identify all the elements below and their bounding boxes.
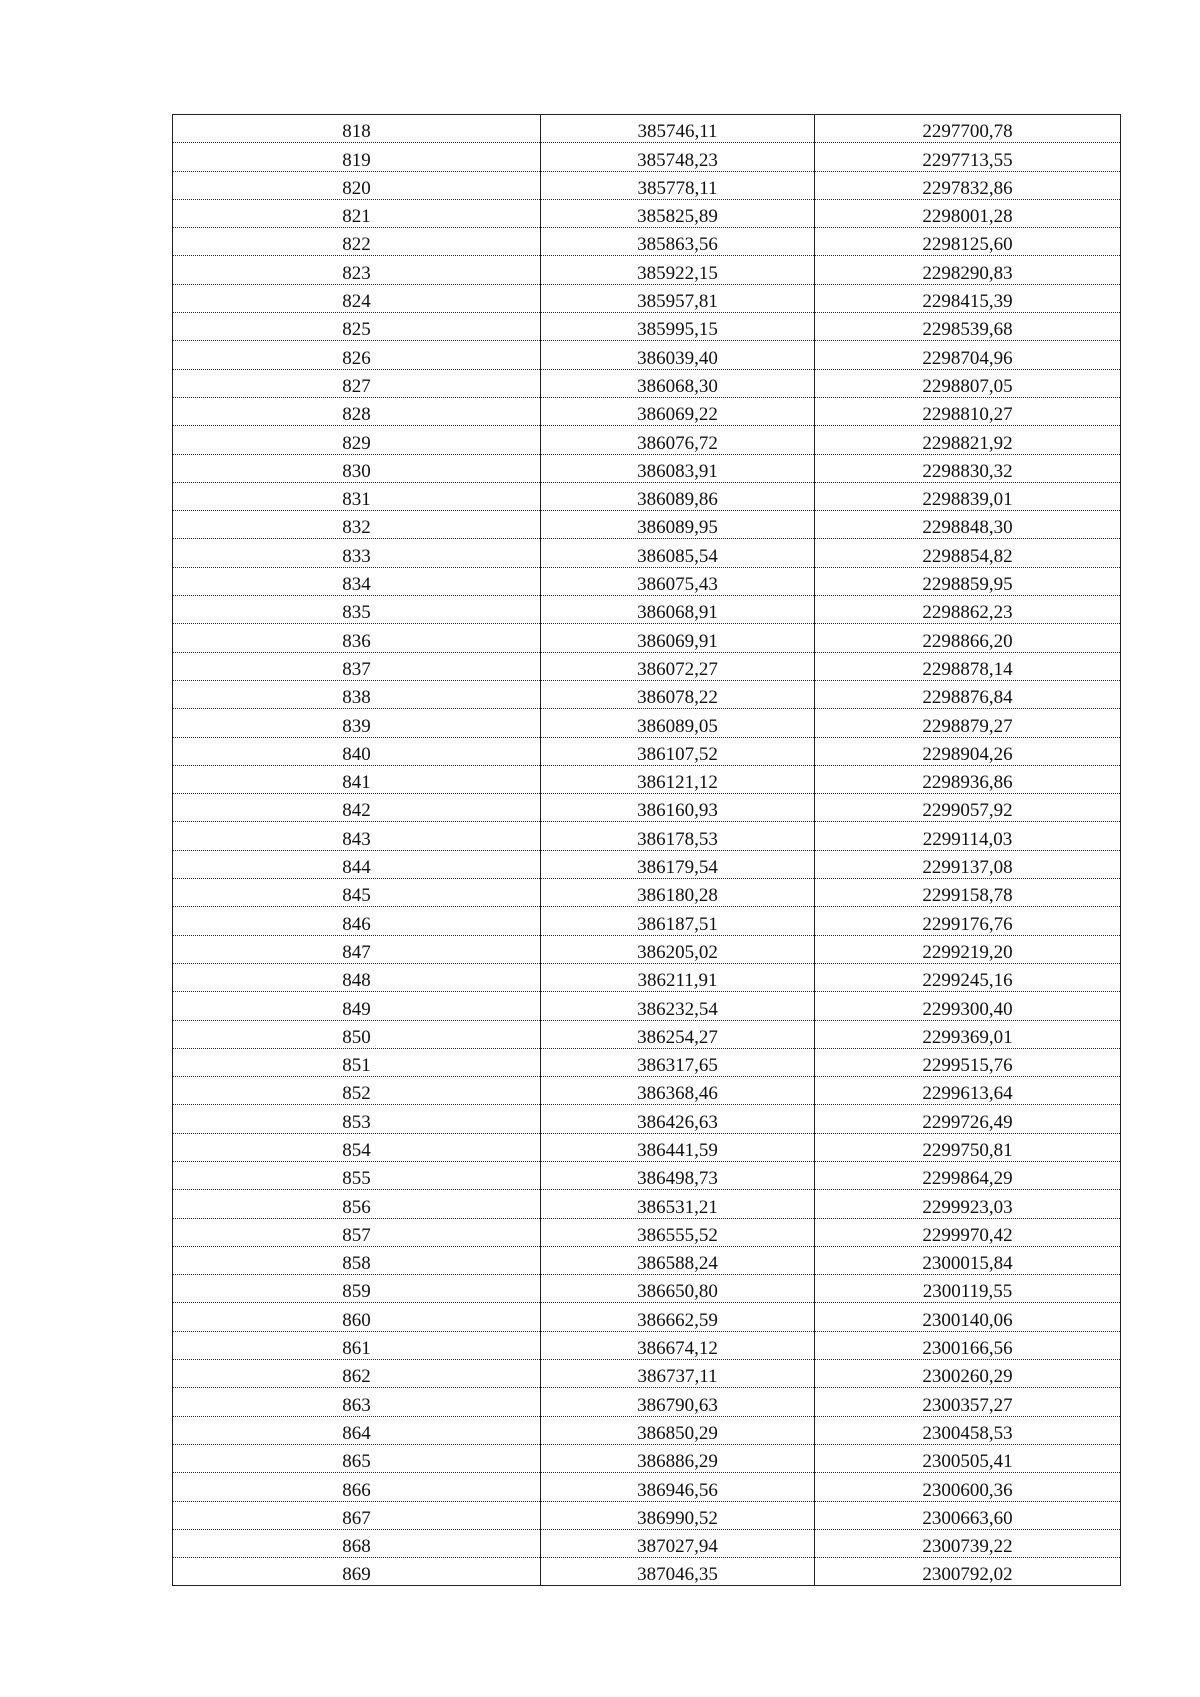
x-coordinate-cell: 386441,59 bbox=[541, 1133, 815, 1161]
point-number-cell: 846 bbox=[173, 907, 541, 935]
point-number-cell: 869 bbox=[173, 1558, 541, 1586]
y-coordinate-cell: 2298879,27 bbox=[815, 709, 1121, 737]
y-coordinate-cell: 2299970,42 bbox=[815, 1218, 1121, 1246]
point-number-cell: 824 bbox=[173, 284, 541, 312]
x-coordinate-cell: 386160,93 bbox=[541, 794, 815, 822]
x-coordinate-cell: 386426,63 bbox=[541, 1105, 815, 1133]
point-number-cell: 868 bbox=[173, 1529, 541, 1557]
point-number-cell: 867 bbox=[173, 1501, 541, 1529]
table-row bbox=[173, 511, 1121, 539]
point-number-cell: 845 bbox=[173, 879, 541, 907]
y-coordinate-cell: 2300357,27 bbox=[815, 1388, 1121, 1416]
x-coordinate-cell: 386178,53 bbox=[541, 822, 815, 850]
point-number-cell: 851 bbox=[173, 1048, 541, 1076]
point-number-cell: 843 bbox=[173, 822, 541, 850]
x-coordinate-cell: 386089,86 bbox=[541, 482, 815, 510]
table-row bbox=[173, 765, 1121, 793]
point-number-cell: 827 bbox=[173, 369, 541, 397]
x-coordinate-cell: 385825,89 bbox=[541, 199, 815, 227]
x-coordinate-cell: 387027,94 bbox=[541, 1529, 815, 1557]
point-number-cell: 837 bbox=[173, 652, 541, 680]
point-number-cell: 842 bbox=[173, 794, 541, 822]
y-coordinate-cell: 2300015,84 bbox=[815, 1246, 1121, 1274]
y-coordinate-cell: 2298862,23 bbox=[815, 596, 1121, 624]
y-coordinate-cell: 2300600,36 bbox=[815, 1473, 1121, 1501]
table-row bbox=[173, 171, 1121, 199]
table-row bbox=[173, 1529, 1121, 1557]
y-coordinate-cell: 2298878,14 bbox=[815, 652, 1121, 680]
y-coordinate-cell: 2298125,60 bbox=[815, 228, 1121, 256]
table-row bbox=[173, 143, 1121, 171]
x-coordinate-cell: 386737,11 bbox=[541, 1360, 815, 1388]
point-number-cell: 821 bbox=[173, 199, 541, 227]
x-coordinate-cell: 386368,46 bbox=[541, 1077, 815, 1105]
table-row bbox=[173, 397, 1121, 425]
y-coordinate-cell: 2298936,86 bbox=[815, 765, 1121, 793]
y-coordinate-cell: 2298904,26 bbox=[815, 737, 1121, 765]
table-row bbox=[173, 313, 1121, 341]
point-number-cell: 866 bbox=[173, 1473, 541, 1501]
x-coordinate-cell: 386075,43 bbox=[541, 567, 815, 595]
y-coordinate-cell: 2300140,06 bbox=[815, 1303, 1121, 1331]
table-row bbox=[173, 1416, 1121, 1444]
x-coordinate-cell: 386069,91 bbox=[541, 624, 815, 652]
table-row bbox=[173, 1246, 1121, 1274]
table-row bbox=[173, 426, 1121, 454]
table-row bbox=[173, 1473, 1121, 1501]
x-coordinate-cell: 386205,02 bbox=[541, 935, 815, 963]
x-coordinate-cell: 387046,35 bbox=[541, 1558, 815, 1586]
table-row bbox=[173, 907, 1121, 935]
table-row bbox=[173, 992, 1121, 1020]
point-number-cell: 825 bbox=[173, 313, 541, 341]
y-coordinate-cell: 2300260,29 bbox=[815, 1360, 1121, 1388]
coordinates-table bbox=[172, 114, 1121, 1586]
point-number-cell: 826 bbox=[173, 341, 541, 369]
x-coordinate-cell: 386187,51 bbox=[541, 907, 815, 935]
point-number-cell: 835 bbox=[173, 596, 541, 624]
x-coordinate-cell: 386946,56 bbox=[541, 1473, 815, 1501]
x-coordinate-cell: 385957,81 bbox=[541, 284, 815, 312]
point-number-cell: 834 bbox=[173, 567, 541, 595]
y-coordinate-cell: 2300739,22 bbox=[815, 1529, 1121, 1557]
point-number-cell: 853 bbox=[173, 1105, 541, 1133]
point-number-cell: 839 bbox=[173, 709, 541, 737]
x-coordinate-cell: 385746,11 bbox=[541, 115, 815, 143]
table-row bbox=[173, 1444, 1121, 1472]
y-coordinate-cell: 2297713,55 bbox=[815, 143, 1121, 171]
point-number-cell: 858 bbox=[173, 1246, 541, 1274]
y-coordinate-cell: 2299057,92 bbox=[815, 794, 1121, 822]
table-row bbox=[173, 624, 1121, 652]
x-coordinate-cell: 386588,24 bbox=[541, 1246, 815, 1274]
point-number-cell: 855 bbox=[173, 1161, 541, 1189]
table-row bbox=[173, 850, 1121, 878]
point-number-cell: 850 bbox=[173, 1020, 541, 1048]
y-coordinate-cell: 2298848,30 bbox=[815, 511, 1121, 539]
table-row bbox=[173, 256, 1121, 284]
y-coordinate-cell: 2300119,55 bbox=[815, 1275, 1121, 1303]
x-coordinate-cell: 385748,23 bbox=[541, 143, 815, 171]
x-coordinate-cell: 385995,15 bbox=[541, 313, 815, 341]
y-coordinate-cell: 2299245,16 bbox=[815, 963, 1121, 991]
x-coordinate-cell: 386179,54 bbox=[541, 850, 815, 878]
y-coordinate-cell: 2297832,86 bbox=[815, 171, 1121, 199]
point-number-cell: 838 bbox=[173, 680, 541, 708]
x-coordinate-cell: 386068,91 bbox=[541, 596, 815, 624]
x-coordinate-cell: 386650,80 bbox=[541, 1275, 815, 1303]
point-number-cell: 859 bbox=[173, 1275, 541, 1303]
x-coordinate-cell: 386085,54 bbox=[541, 539, 815, 567]
table-row bbox=[173, 1331, 1121, 1359]
y-coordinate-cell: 2298810,27 bbox=[815, 397, 1121, 425]
table-row bbox=[173, 794, 1121, 822]
x-coordinate-cell: 386531,21 bbox=[541, 1190, 815, 1218]
point-number-cell: 832 bbox=[173, 511, 541, 539]
table-row bbox=[173, 935, 1121, 963]
y-coordinate-cell: 2298830,32 bbox=[815, 454, 1121, 482]
point-number-cell: 836 bbox=[173, 624, 541, 652]
x-coordinate-cell: 386211,91 bbox=[541, 963, 815, 991]
table-row bbox=[173, 680, 1121, 708]
y-coordinate-cell: 2298859,95 bbox=[815, 567, 1121, 595]
point-number-cell: 857 bbox=[173, 1218, 541, 1246]
x-coordinate-cell: 386317,65 bbox=[541, 1048, 815, 1076]
y-coordinate-cell: 2298704,96 bbox=[815, 341, 1121, 369]
y-coordinate-cell: 2300792,02 bbox=[815, 1558, 1121, 1586]
table-row bbox=[173, 1190, 1121, 1218]
y-coordinate-cell: 2298839,01 bbox=[815, 482, 1121, 510]
x-coordinate-cell: 386674,12 bbox=[541, 1331, 815, 1359]
table-row bbox=[173, 822, 1121, 850]
table-row bbox=[173, 1558, 1121, 1586]
y-coordinate-cell: 2297700,78 bbox=[815, 115, 1121, 143]
table-row bbox=[173, 454, 1121, 482]
point-number-cell: 823 bbox=[173, 256, 541, 284]
x-coordinate-cell: 386069,22 bbox=[541, 397, 815, 425]
point-number-cell: 841 bbox=[173, 765, 541, 793]
y-coordinate-cell: 2300663,60 bbox=[815, 1501, 1121, 1529]
y-coordinate-cell: 2299176,76 bbox=[815, 907, 1121, 935]
point-number-cell: 831 bbox=[173, 482, 541, 510]
table-row bbox=[173, 1501, 1121, 1529]
y-coordinate-cell: 2298876,84 bbox=[815, 680, 1121, 708]
y-coordinate-cell: 2299158,78 bbox=[815, 879, 1121, 907]
point-number-cell: 862 bbox=[173, 1360, 541, 1388]
point-number-cell: 856 bbox=[173, 1190, 541, 1218]
point-number-cell: 820 bbox=[173, 171, 541, 199]
table-row bbox=[173, 228, 1121, 256]
point-number-cell: 861 bbox=[173, 1331, 541, 1359]
y-coordinate-cell: 2299137,08 bbox=[815, 850, 1121, 878]
table-row bbox=[173, 369, 1121, 397]
y-coordinate-cell: 2299864,29 bbox=[815, 1161, 1121, 1189]
point-number-cell: 860 bbox=[173, 1303, 541, 1331]
y-coordinate-cell: 2299300,40 bbox=[815, 992, 1121, 1020]
table-row bbox=[173, 1048, 1121, 1076]
table-row bbox=[173, 1077, 1121, 1105]
point-number-cell: 852 bbox=[173, 1077, 541, 1105]
table-row bbox=[173, 879, 1121, 907]
y-coordinate-cell: 2298854,82 bbox=[815, 539, 1121, 567]
point-number-cell: 819 bbox=[173, 143, 541, 171]
table-row bbox=[173, 596, 1121, 624]
y-coordinate-cell: 2300458,53 bbox=[815, 1416, 1121, 1444]
table-row bbox=[173, 709, 1121, 737]
point-number-cell: 848 bbox=[173, 963, 541, 991]
x-coordinate-cell: 386089,95 bbox=[541, 511, 815, 539]
x-coordinate-cell: 386121,12 bbox=[541, 765, 815, 793]
x-coordinate-cell: 386107,52 bbox=[541, 737, 815, 765]
x-coordinate-cell: 386498,73 bbox=[541, 1161, 815, 1189]
y-coordinate-cell: 2299726,49 bbox=[815, 1105, 1121, 1133]
table-row bbox=[173, 1161, 1121, 1189]
y-coordinate-cell: 2299219,20 bbox=[815, 935, 1121, 963]
x-coordinate-cell: 386180,28 bbox=[541, 879, 815, 907]
y-coordinate-cell: 2298415,39 bbox=[815, 284, 1121, 312]
x-coordinate-cell: 385778,11 bbox=[541, 171, 815, 199]
x-coordinate-cell: 385863,56 bbox=[541, 228, 815, 256]
y-coordinate-cell: 2299369,01 bbox=[815, 1020, 1121, 1048]
x-coordinate-cell: 386850,29 bbox=[541, 1416, 815, 1444]
table-row bbox=[173, 1218, 1121, 1246]
x-coordinate-cell: 386039,40 bbox=[541, 341, 815, 369]
point-number-cell: 818 bbox=[173, 115, 541, 143]
table-row bbox=[173, 341, 1121, 369]
table-row bbox=[173, 284, 1121, 312]
point-number-cell: 822 bbox=[173, 228, 541, 256]
point-number-cell: 830 bbox=[173, 454, 541, 482]
table-row bbox=[173, 963, 1121, 991]
x-coordinate-cell: 386790,63 bbox=[541, 1388, 815, 1416]
y-coordinate-cell: 2299613,64 bbox=[815, 1077, 1121, 1105]
table-row bbox=[173, 482, 1121, 510]
point-number-cell: 864 bbox=[173, 1416, 541, 1444]
y-coordinate-cell: 2298539,68 bbox=[815, 313, 1121, 341]
table-row bbox=[173, 199, 1121, 227]
table-row bbox=[173, 1105, 1121, 1133]
y-coordinate-cell: 2299923,03 bbox=[815, 1190, 1121, 1218]
y-coordinate-cell: 2300166,56 bbox=[815, 1331, 1121, 1359]
x-coordinate-cell: 386072,27 bbox=[541, 652, 815, 680]
x-coordinate-cell: 386662,59 bbox=[541, 1303, 815, 1331]
y-coordinate-cell: 2299750,81 bbox=[815, 1133, 1121, 1161]
y-coordinate-cell: 2298821,92 bbox=[815, 426, 1121, 454]
y-coordinate-cell: 2299114,03 bbox=[815, 822, 1121, 850]
x-coordinate-cell: 386886,29 bbox=[541, 1444, 815, 1472]
point-number-cell: 863 bbox=[173, 1388, 541, 1416]
y-coordinate-cell: 2299515,76 bbox=[815, 1048, 1121, 1076]
x-coordinate-cell: 386068,30 bbox=[541, 369, 815, 397]
point-number-cell: 849 bbox=[173, 992, 541, 1020]
table-row bbox=[173, 1303, 1121, 1331]
x-coordinate-cell: 386083,91 bbox=[541, 454, 815, 482]
x-coordinate-cell: 386076,72 bbox=[541, 426, 815, 454]
x-coordinate-cell: 386232,54 bbox=[541, 992, 815, 1020]
point-number-cell: 828 bbox=[173, 397, 541, 425]
point-number-cell: 844 bbox=[173, 850, 541, 878]
coordinates-table-body bbox=[173, 115, 1121, 1586]
x-coordinate-cell: 386555,52 bbox=[541, 1218, 815, 1246]
table-row bbox=[173, 1388, 1121, 1416]
x-coordinate-cell: 385922,15 bbox=[541, 256, 815, 284]
y-coordinate-cell: 2300505,41 bbox=[815, 1444, 1121, 1472]
table-row bbox=[173, 1275, 1121, 1303]
table-row bbox=[173, 737, 1121, 765]
point-number-cell: 840 bbox=[173, 737, 541, 765]
table-row bbox=[173, 539, 1121, 567]
y-coordinate-cell: 2298807,05 bbox=[815, 369, 1121, 397]
table-row bbox=[173, 115, 1121, 143]
point-number-cell: 829 bbox=[173, 426, 541, 454]
x-coordinate-cell: 386990,52 bbox=[541, 1501, 815, 1529]
y-coordinate-cell: 2298866,20 bbox=[815, 624, 1121, 652]
table-row bbox=[173, 1360, 1121, 1388]
point-number-cell: 847 bbox=[173, 935, 541, 963]
x-coordinate-cell: 386089,05 bbox=[541, 709, 815, 737]
table-row bbox=[173, 1020, 1121, 1048]
table-row bbox=[173, 567, 1121, 595]
point-number-cell: 854 bbox=[173, 1133, 541, 1161]
x-coordinate-cell: 386078,22 bbox=[541, 680, 815, 708]
y-coordinate-cell: 2298001,28 bbox=[815, 199, 1121, 227]
table-row bbox=[173, 652, 1121, 680]
x-coordinate-cell: 386254,27 bbox=[541, 1020, 815, 1048]
point-number-cell: 833 bbox=[173, 539, 541, 567]
point-number-cell: 865 bbox=[173, 1444, 541, 1472]
table-row bbox=[173, 1133, 1121, 1161]
y-coordinate-cell: 2298290,83 bbox=[815, 256, 1121, 284]
